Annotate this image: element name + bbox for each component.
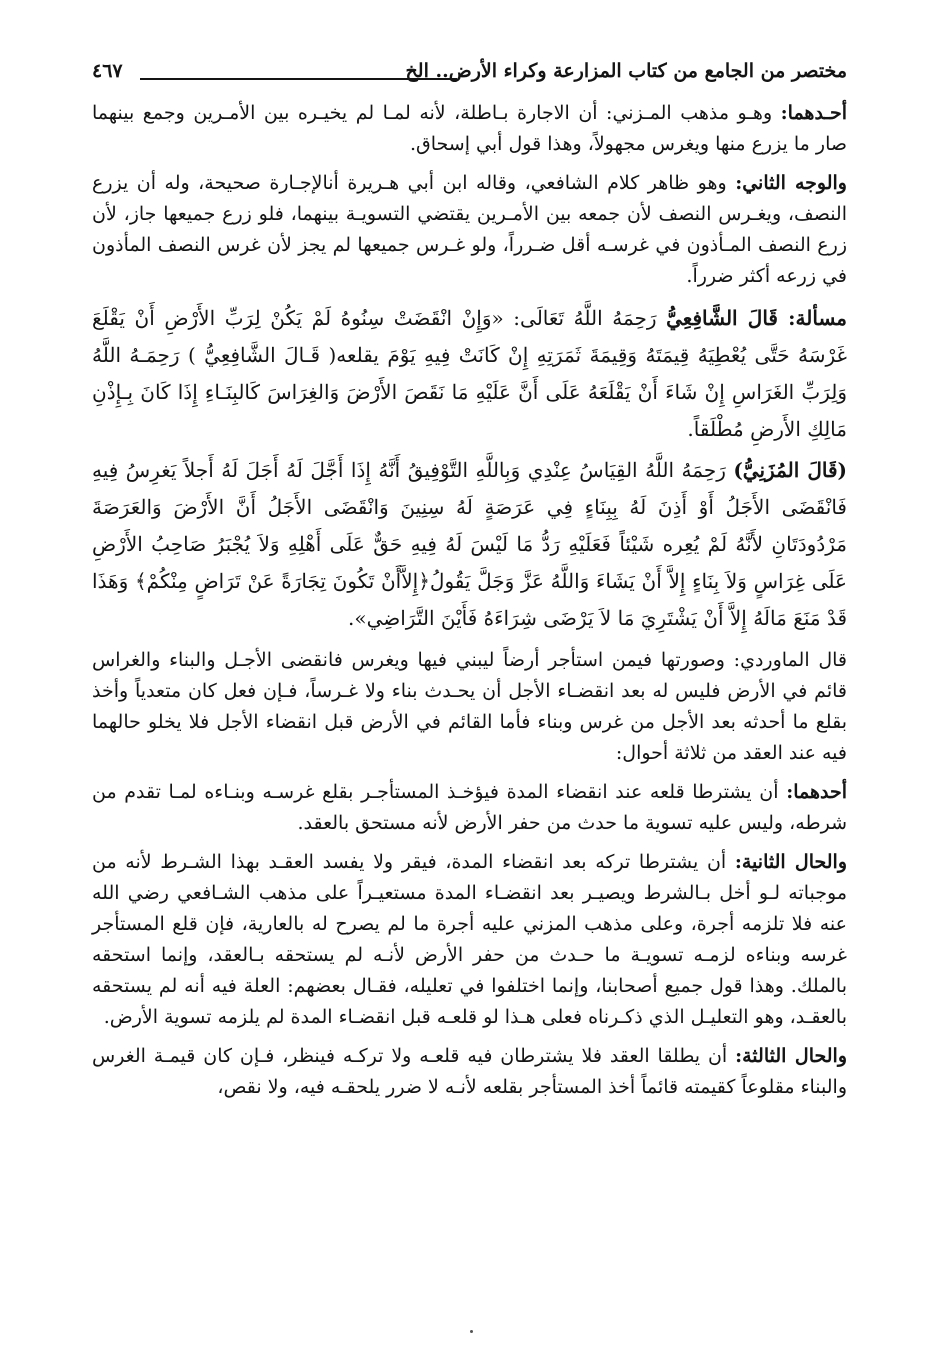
paragraph-lead: أحـدهما: [780,102,848,124]
page-number: ٤٦٧ [92,60,123,82]
paragraph-lead: أحدهما: [786,781,847,803]
paragraph-text: قال الماوردي: وصورتها فيمن استأجر أرضاً ليبني فيها ويغرس فانقضى الأجـل والبناء والغراس قائم في الأرض فليس له بعد انقضـاء الأجل أن يحـدث بناء ولا غـرساً، فـإن فعل كان متعدياً وأخذ بقلع ما أحدثه بعد الأجل من غرس وبناء فأما القائم في الأرض قبل انقضاء الأجل فلا يخلو حالهما فيه عند العقد من ثلاثة أحوال: [92,649,847,764]
header-title: مختصر من الجامع من كتاب المزارعة وكراء الأرض.. الخ [405,60,847,82]
paragraph-text: أن يشترطا تركه بعد انقضاء المدة، فيقر ولا يفسد العقـد بهذا الشـرط لأنه من موجباته لـو أخل بـالشرط ويصيـر بعد انقضـاء المدة مستعيـراً على مذهب الشـافعي رضي الله عنه فلا تلزمه أجرة، وعلى مذهب المزني عليه أجرة ما لم يصرح له بالعارية، فإن قلع المستأجر غرسه وبناءه لزمـه تسويـة ما حـدث من حفر الأرض لأنـه لم يستحقه بـالعقد، وإنما استحقه بالملك. وهذا قول جميع أصحابنا، وإنما اختلفوا في تعليله، فقـال بعضهم: العلة فيه أنه لم يستحقه بالعقـد، وهو التعليـل الذي ذكـرناه فعلى هـذا لو قلعـه قبل انقضـاء المدة لم يلزمه تسوية الأرض. [92,851,847,1028]
paragraph-5 [92,645,847,769]
paragraph-7 [92,847,847,1033]
paragraph-text: أن يشترطا قلعه عند انقضاء المدة فيؤخـذ المستأجـر بقلع غرسـه وبنـاءه لمـا تقدم من شرطه، وليس عليه تسوية ما حدث من حفر الأرض لأنه مستحق بالعقد. [92,781,847,834]
paragraph-lead: والحال الثانية: [734,851,847,873]
paragraph-text: وهو ظاهر كلام الشافعي، وقاله ابن أبي هـريرة أنالإجـارة صحيحة، وله أن يزرع النصف، ويغـرس النصف لأن جمعه بين الأمـرين يقتضي التسويـة بينهما، فلو زرع جميعها جاز، لأن زرع النصف المـأذون في غرسـه أقل ضـرراً، ولو غـرس جميعها لم يجز لأن غرس النصف المأذون في زرعه أكثر ضرراً. [92,172,847,287]
page-speck [470,1330,473,1333]
paragraph-4 [92,452,847,637]
paragraph-lead: والوجه الثاني: [735,172,847,194]
paragraph-text: رَحِمَهُ اللَّهُ تَعَالَى: «وَإِنْ انْقَضَتْ سِنُوهُ لَمْ يَكُنْ لِرَبِّ الأَرْضِ أَنْ يَقْلَعَ غَرْسَهُ حَتَّى يُعْطِيَهُ قِيمَتَهُ وَقِيمَةَ ثَمَرَتِهِ إِنْ كَانَتْ فِيهِ يَوْمَ يقلعه( قَـالَ الشَّافِعِيُّ ) رَحِمَـهُ اللَّهُ وَلِرَبِّ الغَرَاسِ إِنْ شَاءَ أَنْ يَقْلَعَهُ عَلَى أَنَّ عَلَيْهِ مَا نَقَصَ الأَرْضَ وَالغِرَاسَ كَالبِنَـاءِ إِذَا كَانَ بِـإِذْنِ مَالِكِ الأَرضِ مُطْلَقاً. [92,306,847,441]
running-header [92,58,847,98]
paragraph-lead: والحال الثالثة: [735,1045,847,1067]
paragraph-text: رَحِمَهُ اللَّهُ القِيَاسُ عِنْدِي وَبِاللَّهِ التَّوْفِيقُ أَنَّهُ إِذَا أَجَّلَ لَهُ أَجَلَ لَهُ أَجلاً يَغرِسُ فِيهِ فَانْقَضَى الأَجَلُ أَوْ أَذِنَ لَهُ بِبِنَاءٍ فِي عَرَصَةٍ لَهُ سِنِينَ وَانْقَضَى الأَجَلُ أَنَّ الأَرْضَ وَالعَرَصَةَ مَرْدُودَتَانِ لأَنَّهُ لَمْ يُعِره شَيْئاً فَعَلَيْهِ رَدُّ مَا لَيْسَ لَهُ فِيهِ حَقٌّ عَلَى أَهْلِهِ وَلاَ يُجْبَرُ صَاحِبُ الأَرْضِ عَلَى غِرَاسٍ وَلاَ بِنَاءٍ إِلاَّ أَنْ يَشَاءَ وَاللَّهُ عَزَّ وَجَلَّ يَقُولُ﴿إِلاَّأَنْ تَكُونَ تِجَارَةً عَنْ تَرَاضٍ مِنْكُمْ﴾ وَهَذَا قَدْ مَنَعَ مَالَهُ إِلاَّ أَنْ يَشْتَرِيَ مَا لاَ يَرْضَى شِرَاءَهُ فَأَيْنَ التَّرَاضِي». [92,458,847,630]
paragraph-1 [92,98,847,160]
paragraph-2 [92,168,847,292]
paragraph-text: وهـو مذهب المـزني: أن الاجارة بـاطلة، لأنه لمـا لم يخيـره بين الأمـرين وجمع بينهما صار ما يزرع منها ويغرس مجهولاً، وهذا قول أبي إسحاق. [92,102,847,155]
paragraph-8 [92,1041,847,1103]
header-rule [140,78,457,80]
paragraph-lead: مسألة: قَالَ الشَّافِعِيُّ [666,306,847,330]
paragraph-lead: (قَالَ المُزَنِيُّ) [733,458,848,482]
paragraph-text: أن يطلقا العقد فلا يشترطان فيه قلعـه ولا تركـه فينظر، فـإن كان قيمـة الغرس والبناء مقلوعاً كقيمته قائماً أخذ المستأجر بقلعه لأنـه لا ضرر يلحقـه فيه، ولا نقص، [92,1045,847,1098]
paragraph-6 [92,777,847,839]
paragraph-3 [92,300,847,448]
document-page [92,58,847,1107]
